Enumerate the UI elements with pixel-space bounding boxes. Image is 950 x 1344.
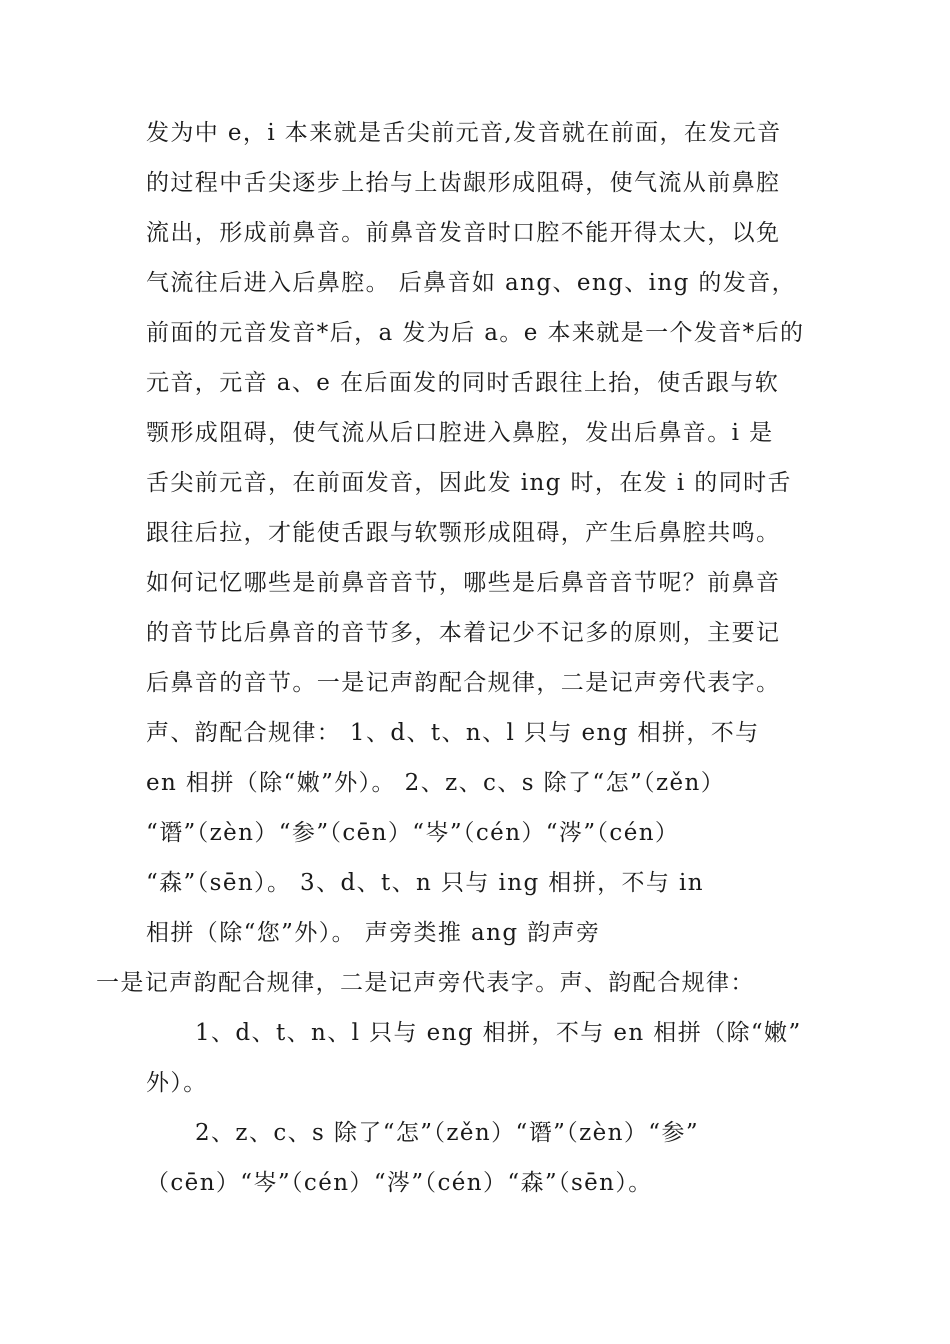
text-line: en 相拼（除“嫩”外）。 2、z、c、s 除了“怎”（zěn）: [146, 770, 726, 796]
paragraph-summary: 一是记声韵配合规律，二是记声旁代表字。声、韵配合规律：: [96, 970, 755, 996]
text-line: 元音，元音 a、e 在后面发的同时舌跟往上抬，使舌跟与软: [146, 370, 780, 396]
text-line: 流出，形成前鼻音。前鼻音发音时口腔不能开得太大，以免: [146, 220, 781, 246]
text-line: “谮”（zèn）“参”（cēn）“岑”（cén）“涔”（cén）: [146, 820, 680, 846]
text-line: 前面的元音发音*后，a 发为后 a。e 本来就是一个发音*后的: [146, 320, 805, 346]
rule-2-line-2: （cēn）“岑”（cén）“涔”（cén）“森”（sēn）。: [146, 1170, 653, 1196]
rule-2-line-1: 2、z、c、s 除了“怎”（zěn）“谮”（zèn）“参”: [195, 1120, 699, 1146]
text-line: 气流往后进入后鼻腔。 后鼻音如 ang、eng、ing 的发音，: [146, 270, 797, 296]
text-line: 的音节比后鼻音的音节多，本着记少不记多的原则，主要记: [146, 620, 781, 646]
text-line: 的过程中舌尖逐步上抬与上齿龈形成阻碍，使气流从前鼻腔: [146, 170, 781, 196]
text-line: 跟往后拉，才能使舌跟与软颚形成阻碍，产生后鼻腔共鸣。: [146, 520, 781, 546]
text-line: 颚形成阻碍，使气流从后口腔进入鼻腔，发出后鼻音。i 是: [146, 420, 774, 446]
rule-1-line-1: 1、d、t、n、l 只与 eng 相拼，不与 en 相拼（除“嫩”: [195, 1020, 802, 1046]
rule-1-line-2: 外）。: [146, 1070, 208, 1096]
text-line: 声、韵配合规律： 1、d、t、n、l 只与 eng 相拼，不与: [146, 720, 760, 746]
text-line: 如何记忆哪些是前鼻音音节，哪些是后鼻音音节呢？前鼻音: [146, 570, 781, 596]
text-line: 后鼻音的音节。一是记声韵配合规律，二是记声旁代表字。: [146, 670, 781, 696]
text-line: 舌尖前元音，在前面发音，因此发 ing 时，在发 i 的同时舌: [146, 470, 792, 496]
text-line: 发为中 e，i 本来就是舌尖前元音,发音就在前面，在发元音: [146, 120, 782, 146]
text-line: “森”（sēn）。 3、d、t、n 只与 ing 相拼，不与 in: [146, 870, 704, 896]
text-line: 相拼（除“您”外）。 声旁类推 ang 韵声旁: [146, 920, 601, 946]
